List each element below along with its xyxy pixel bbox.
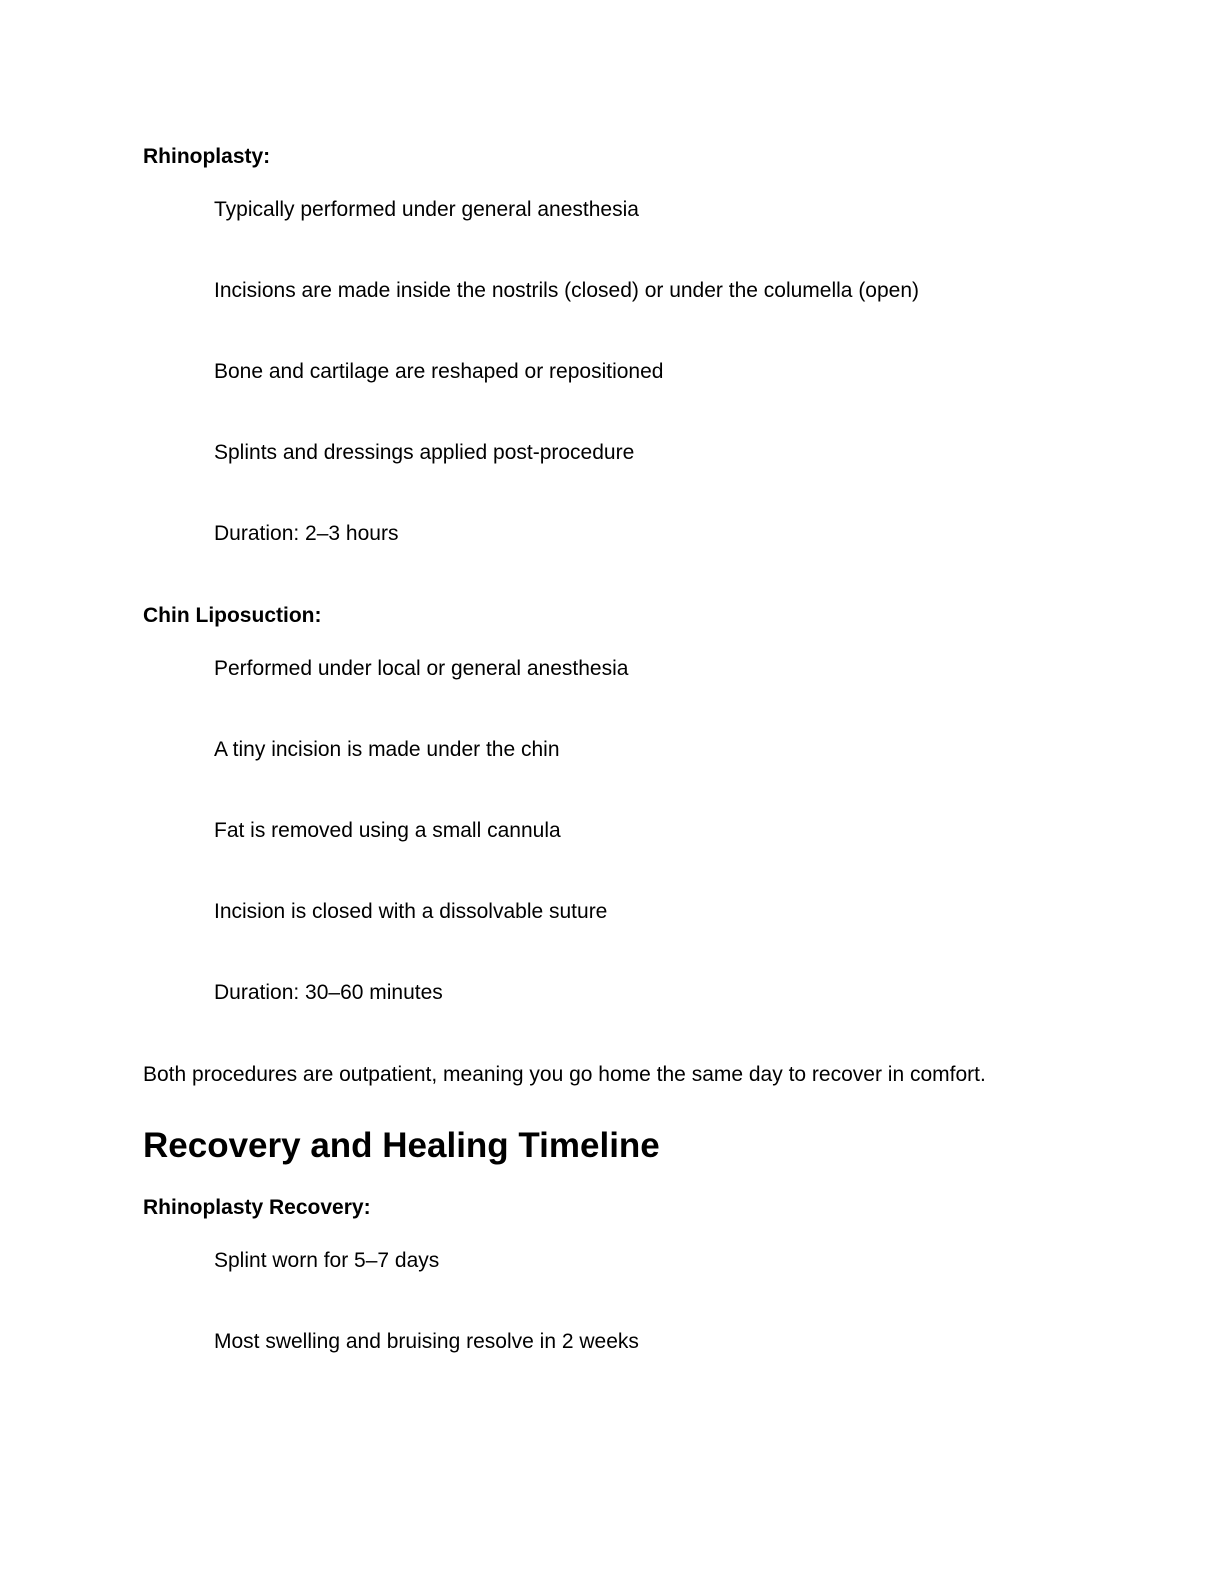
recovery-section-title: Recovery and Healing Timeline xyxy=(143,1126,660,1165)
rhinoplasty-recovery-item: Splint worn for 5–7 days xyxy=(214,1249,440,1272)
chin-liposuction-item: Fat is removed using a small cannula xyxy=(214,819,561,842)
chin-liposuction-heading: Chin Liposuction: xyxy=(143,604,322,627)
rhinoplasty-heading: Rhinoplasty: xyxy=(143,145,271,168)
rhinoplasty-item: Splints and dressings applied post-procedure xyxy=(214,441,635,464)
outpatient-note: Both procedures are outpatient, meaning you go home the same day to recover in comfort. xyxy=(143,1063,986,1086)
rhinoplasty-recovery-item: Most swelling and bruising resolve in 2 weeks xyxy=(214,1330,639,1353)
chin-liposuction-duration: Duration: 30–60 minutes xyxy=(214,981,443,1004)
rhinoplasty-item: Incisions are made inside the nostrils (closed) or under the columella (open) xyxy=(214,279,920,302)
rhinoplasty-recovery-heading: Rhinoplasty Recovery: xyxy=(143,1196,371,1219)
rhinoplasty-item: Typically performed under general anesthesia xyxy=(214,198,639,221)
chin-liposuction-item: Incision is closed with a dissolvable suture xyxy=(214,900,608,923)
rhinoplasty-item: Bone and cartilage are reshaped or repositioned xyxy=(214,360,664,383)
chin-liposuction-item: Performed under local or general anesthesia xyxy=(214,657,629,680)
rhinoplasty-duration: Duration: 2–3 hours xyxy=(214,522,399,545)
chin-liposuction-item: A tiny incision is made under the chin xyxy=(214,738,560,761)
